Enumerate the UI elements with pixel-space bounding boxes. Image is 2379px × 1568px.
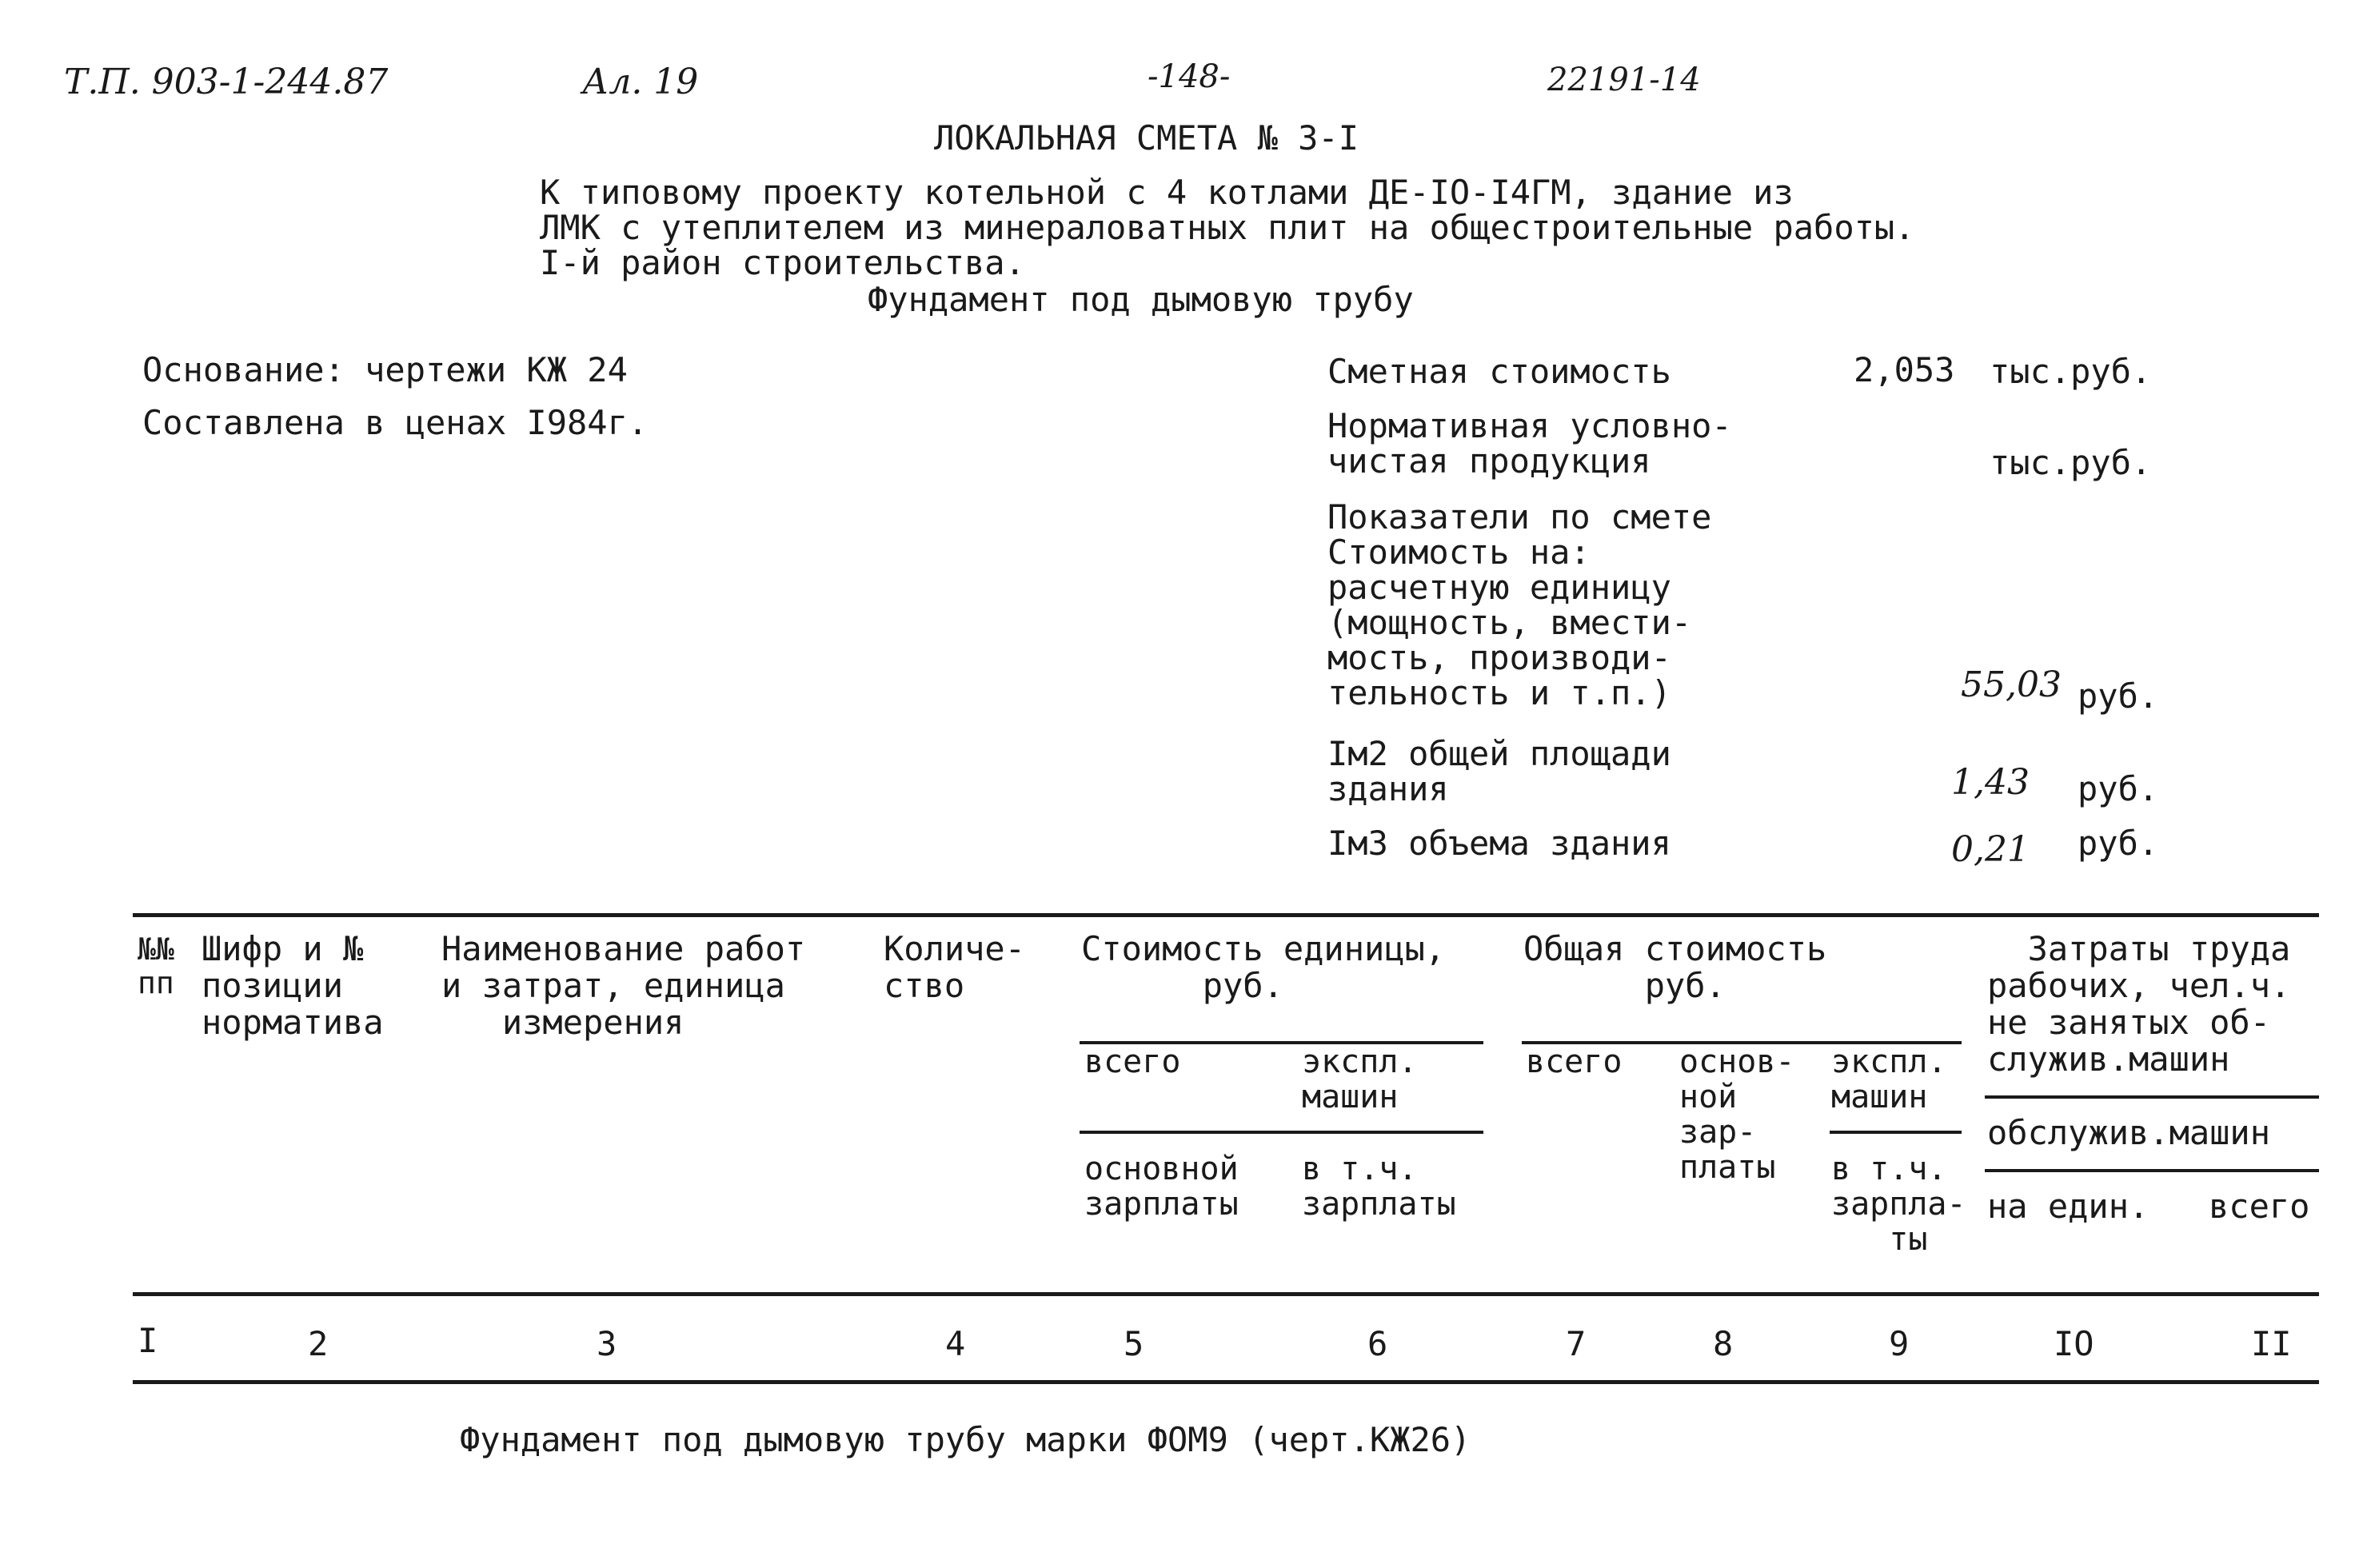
volume-value: 0,21 [1951, 829, 2030, 870]
total-machines-rule [1830, 1131, 1962, 1134]
indicators-line-2: Стоимость на: [1327, 533, 1591, 572]
unit-total-header: всего [1084, 1043, 1181, 1080]
column-number-9: 9 [1889, 1324, 1910, 1363]
col-name-header: Наименование работ и затрат, единица измерения [441, 929, 806, 1042]
estimated-cost-label: Сметная стоимость [1327, 352, 1671, 391]
project-code: Т.П. 903-1-244.87 [64, 62, 389, 102]
prices-text: Составлена в ценах I984г. [142, 403, 649, 442]
indicators-line-3: расчетную единицу [1327, 568, 1671, 607]
col-quantity-header: Количе- ство [884, 929, 1026, 1005]
labor-header: Затраты труда рабочих, чел.ч. не занятых об- служив.машин [1987, 929, 2291, 1079]
total-machines-header: экспл. машин [1831, 1043, 1947, 1115]
total-base-salary-header: основ- ной зар- платы [1679, 1043, 1795, 1186]
volume-label: Iм3 объема здания [1327, 824, 1671, 863]
page-number: -148- [1148, 58, 1231, 95]
unit-machines-header: экспл. машин [1302, 1043, 1418, 1115]
unit-cost-header: Стоимость единицы, руб. [1081, 929, 1446, 1005]
labor-per-unit-header: на един. [1987, 1187, 2149, 1226]
labor-rule-1 [1985, 1095, 2319, 1099]
volume-unit: руб. [2078, 824, 2159, 863]
unit-base-salary-header: основной зарплаты [1084, 1151, 1239, 1223]
column-number-1: I [138, 1321, 158, 1360]
unit-cost-unit: руб. [2078, 676, 2159, 716]
table-top-rule [133, 913, 2319, 917]
col-code-header: Шифр и № позиции норматива [202, 929, 384, 1042]
indicators-line-6: тельность и т.п.) [1327, 673, 1671, 712]
page-title: ЛОКАЛЬНАЯ СМЕТА № 3-I [934, 118, 1359, 158]
column-number-4: 4 [945, 1324, 966, 1363]
column-number-11: II [2251, 1324, 2292, 1363]
basis-text: Основание: чертежи КЖ 24 [142, 350, 628, 389]
indicators-line-4: (мощность, вмести- [1327, 603, 1692, 642]
unit-incl-salary-header: в т.ч. зарплаты [1302, 1151, 1456, 1223]
normative-label-2: чистая продукция [1327, 441, 1651, 481]
total-incl-salary-header: в т.ч. зарпла- ты [1831, 1151, 1966, 1258]
unit-cost-value: 55,03 [1961, 664, 2062, 705]
object-name: Фундамент под дымовую трубу [868, 280, 1414, 319]
column-number-10: IO [2054, 1324, 2094, 1363]
col-number-header: №№ пп [138, 932, 174, 1000]
column-number-2: 2 [308, 1324, 329, 1363]
column-number-8: 8 [1713, 1324, 1734, 1363]
labor-rule-2 [1985, 1169, 2319, 1172]
normative-unit: тыс.руб. [1990, 443, 2152, 482]
indicators-line-1: Показатели по смете [1327, 497, 1712, 537]
column-numbers-bottom-rule [133, 1380, 2319, 1384]
subtitle-line-3: I-й район строительства. [540, 243, 1025, 282]
area-label-1: Iм2 общей площади [1327, 734, 1671, 773]
subtitle-line-1: К типовому проекту котельной с 4 котлами ДЕ-IO-I4ГМ, здание из [540, 173, 1794, 212]
area-label-2: здания [1327, 769, 1449, 808]
total-cost-header: Общая стоимость руб. [1523, 929, 1827, 1005]
document-number: 22191-14 [1547, 62, 1701, 98]
column-number-5: 5 [1124, 1324, 1144, 1363]
labor-total-header: всего [2209, 1187, 2310, 1226]
sheet-number: Ал. 19 [582, 62, 699, 102]
subtitle-line-2: ЛМК с утеплителем из минераловатных плит на общестроительные работы. [540, 208, 1915, 247]
estimated-cost-value: 2,053 [1854, 350, 1955, 389]
column-number-6: 6 [1367, 1324, 1388, 1363]
area-unit: руб. [2078, 769, 2159, 808]
section-title: Фундамент под дымовую трубу марки ФОМ9 (черт.КЖ26) [460, 1420, 1471, 1459]
total-all-header: всего [1526, 1043, 1623, 1080]
labor-serving-header: обслужив.машин [1987, 1113, 2271, 1152]
estimated-cost-unit: тыс.руб. [1990, 352, 2152, 391]
column-number-7: 7 [1566, 1324, 1587, 1363]
column-number-3: 3 [597, 1324, 617, 1363]
unit-cost-rule-2 [1080, 1131, 1483, 1134]
area-value: 1,43 [1951, 762, 2030, 803]
table-header-bottom-rule [133, 1292, 2319, 1296]
indicators-line-5: мость, производи- [1327, 638, 1671, 677]
normative-label-1: Нормативная условно- [1327, 406, 1732, 445]
